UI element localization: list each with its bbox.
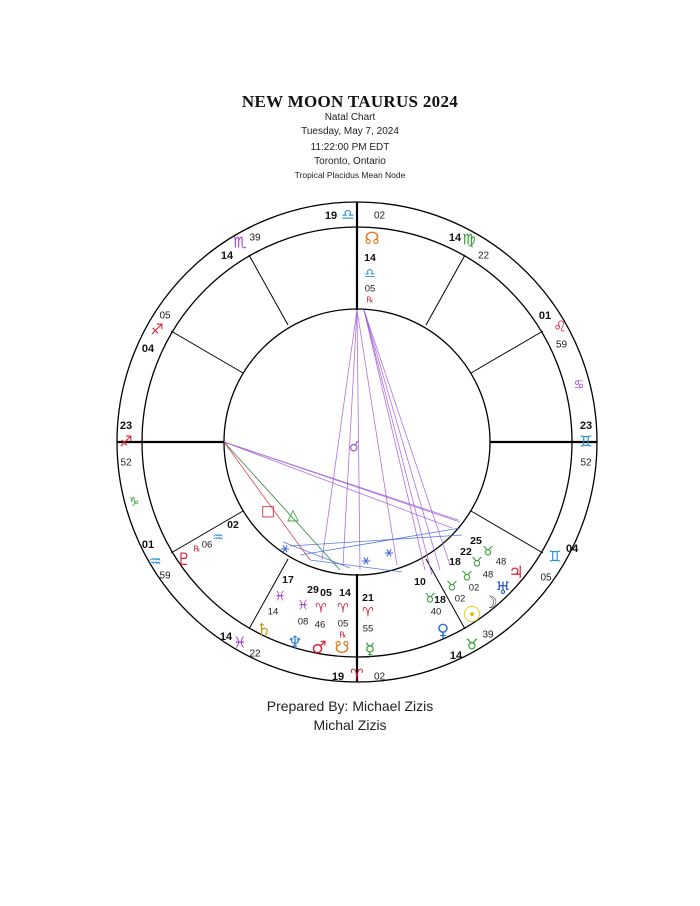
planet-degree: 25	[470, 534, 482, 547]
cusp-minute: 22	[478, 250, 490, 262]
cusp-degree: 23	[119, 419, 133, 432]
cusp-minute: 02	[374, 671, 386, 683]
planet-minute: 14	[267, 606, 279, 618]
cusp-sign-icon: ♉	[465, 635, 479, 654]
cusp-degree: 23	[579, 419, 593, 432]
cusp-degree: 14	[219, 630, 233, 643]
planet-glyph-icon: ☉	[462, 603, 482, 628]
aspect-glyph: ⚹	[384, 542, 394, 561]
planet-sign-icon: ♉	[446, 579, 458, 595]
aspect-line	[300, 528, 460, 555]
cusp-degree: 04	[566, 542, 579, 555]
cusp-minute: 02	[374, 210, 386, 222]
aspect-glyph: ☌	[348, 437, 360, 456]
planet-sign-icon: ♓	[274, 589, 286, 605]
planet-sign-icon: ♈	[362, 605, 374, 621]
planet-degree: 29	[307, 583, 319, 596]
planet-glyph-icon: ♀	[436, 621, 450, 641]
planet-minute: 46	[314, 619, 326, 631]
planet-degree: 05	[320, 586, 332, 599]
cusp-minute: 52	[120, 457, 132, 469]
cusp-degree: 14	[220, 249, 234, 262]
planet-glyph-icon: ♇	[176, 550, 192, 570]
cusp-minute: 05	[540, 572, 552, 584]
cusp-line-12	[171, 331, 243, 373]
cusp-sign-icon: ♐	[150, 320, 164, 339]
planet-sign-icon: ♉	[471, 555, 483, 571]
aspect-line	[364, 310, 432, 575]
aspect-lines	[224, 310, 462, 575]
retrograde-icon: ℞	[193, 544, 201, 554]
retrograde-icon: ℞	[366, 295, 374, 305]
aspect-line	[322, 310, 360, 560]
aspect-glyph: □	[260, 501, 276, 520]
planet-minute: 08	[297, 616, 309, 628]
planet-glyph-icon: ☋	[334, 638, 350, 658]
planet-degree: 18	[434, 593, 446, 606]
planet-degree: 14	[339, 586, 351, 599]
aspect-glyph: ⚹	[361, 550, 371, 569]
chart-date: Tuesday, May 7, 2024	[301, 126, 399, 137]
planet-glyph-icon: ♄	[256, 620, 272, 640]
cusp-sign-icon: ♎	[341, 205, 355, 224]
planet-glyph-icon: ☽	[482, 593, 498, 613]
planet-degree: 10	[414, 575, 426, 588]
aspect-line	[364, 310, 425, 570]
planet-minute: 02	[468, 582, 480, 594]
planet-glyph-icon: ♂	[311, 638, 327, 658]
cusp-degree: 01	[141, 538, 155, 551]
planet-degree: 18	[449, 555, 461, 568]
planet-degree: 21	[362, 591, 374, 604]
cusp-line-8	[471, 331, 543, 373]
cusp-sign-icon: ♓	[233, 633, 247, 652]
planet-glyph-icon: ♅	[495, 579, 511, 599]
cusp-sign-icon: ♌	[553, 317, 567, 336]
planet-minute: 40	[430, 606, 442, 618]
cusp-sign-icon: ♏	[233, 233, 247, 252]
cusp-minute: 59	[556, 339, 568, 351]
chart-time: 11:22:00 PM EDT	[310, 142, 390, 153]
aspect-line	[290, 535, 462, 546]
intercepted-sign-icon: ♋	[573, 377, 585, 392]
aspect-glyph: △	[287, 505, 299, 524]
cusp-minute: 05	[159, 310, 171, 322]
planet-minute: 48	[495, 556, 507, 568]
aspect-glyphs	[261, 438, 394, 569]
planet-glyph-icon: ♃	[508, 563, 524, 583]
planet-degree: 14	[364, 251, 376, 264]
chart-system: Tropical Placidus Mean Node	[294, 170, 406, 180]
planet-sign-icon: ♎	[364, 266, 376, 282]
cusp-degree: 19	[324, 209, 338, 222]
planet-minute: 48	[482, 569, 494, 581]
cusp-sign-icon: ♐	[119, 432, 133, 451]
planet-glyph-icon: ☿	[364, 640, 376, 660]
planet-sign-icon: ♈	[315, 601, 327, 617]
chart-type: Natal Chart	[324, 112, 376, 123]
cusp-minute: 52	[580, 457, 592, 469]
planet-glyph-icon: ☊	[364, 229, 380, 249]
cusp-minute: 39	[482, 629, 494, 641]
cusp-sign-icon: ♊	[548, 547, 562, 566]
planet-minute: 06	[201, 539, 213, 551]
cusp-minute: 59	[159, 570, 171, 582]
cusp-degree: 14	[449, 649, 463, 662]
cusp-sign-icon: ♊	[579, 432, 593, 451]
planet-sign-icon: ♈	[337, 601, 349, 617]
planet-degree: 22	[460, 545, 472, 558]
planet-degree: 17	[282, 573, 294, 586]
cusp-degree: 04	[141, 342, 155, 355]
cusp-sign-icon: ♒	[148, 552, 162, 571]
planet-minute: 05	[337, 618, 349, 630]
planet-minute: 02	[454, 593, 466, 605]
planet-degree: 02	[227, 518, 239, 531]
aspect-line	[224, 442, 452, 528]
cusp-degree: 14	[448, 231, 462, 244]
planet-sign-icon: ♉	[482, 544, 494, 560]
cusp-degree: 19	[331, 670, 345, 683]
cusp-minute: 39	[249, 232, 261, 244]
cusp-degree: 01	[538, 309, 552, 322]
aspect-glyph: ⚹	[280, 538, 290, 557]
retrograde-icon: ℞	[339, 630, 347, 640]
chart-title: NEW MOON TAURUS 2024	[241, 92, 459, 111]
planet-minute: 05	[364, 283, 376, 295]
planet-glyph-icon: ♆	[287, 633, 303, 653]
cusp-minute: 22	[249, 648, 261, 660]
intercepted-sign-icon: ♑	[128, 494, 140, 509]
planet-sign-icon: ♉	[461, 569, 473, 585]
planet-sign-icon: ♓	[297, 598, 309, 614]
planet-minute: 55	[362, 623, 374, 635]
prepared-for: Michal Zizis	[313, 717, 387, 733]
chart-place: Toronto, Ontario	[314, 156, 386, 167]
cusp-sign-icon: ♈	[350, 665, 364, 684]
cusp-line-11	[249, 255, 288, 325]
planet-sign-icon: ♒	[212, 530, 224, 546]
cusp-sign-icon: ♍	[462, 230, 476, 249]
planet-sign-icon: ♉	[424, 591, 436, 607]
cusp-line-9	[426, 255, 465, 325]
prepared-by: Prepared By: Michael Zizis	[266, 698, 434, 714]
aspect-line	[364, 310, 440, 570]
